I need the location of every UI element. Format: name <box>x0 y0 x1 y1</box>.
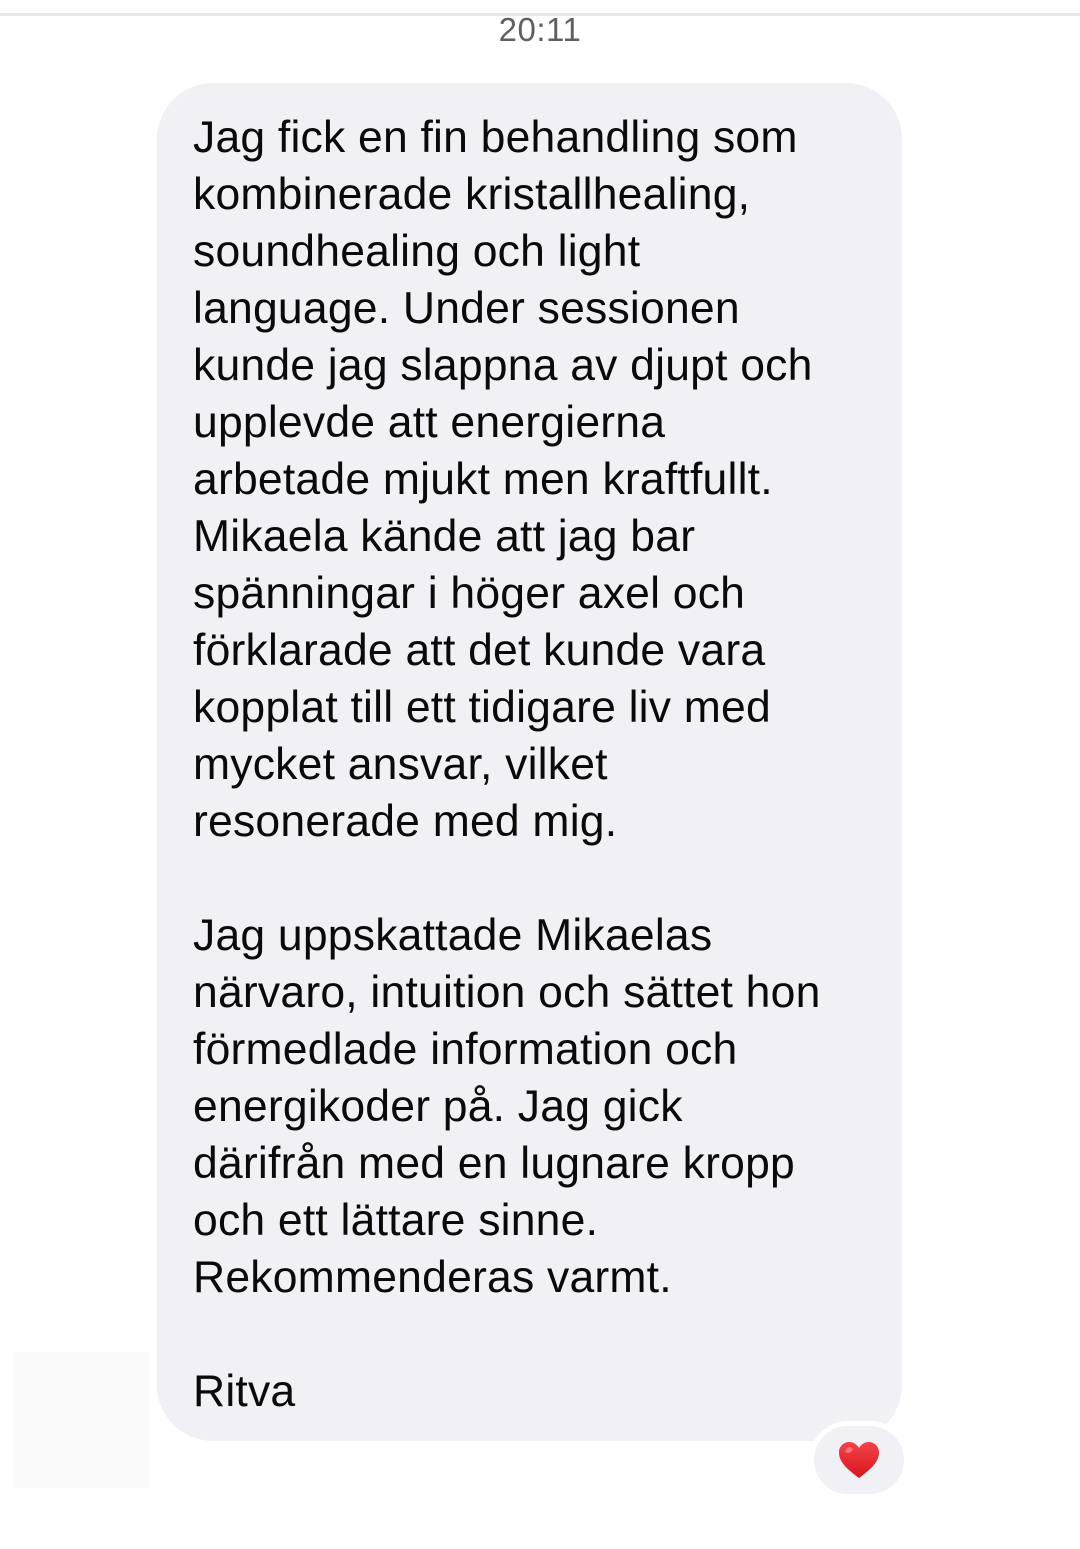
reaction-badge[interactable] <box>809 1421 909 1499</box>
message-text: Jag fick en fin behandling som kombinerade kristallhealing, soundhealing och light language. Under sessionen kunde jag slappna av djupt och upplevde att energierna arbetade mjukt men kraftfullt. Mikaela kände att jag bar spänningar i höger axel och förklarade att det kunde vara kopplat till ett tidigare liv med mycket ansvar, vilket resonerade med mig. Jag uppskattade Mikaelas närvaro, intuition och sättet hon förmedlade information och energikoder på. Jag gick därifrån med en lugnare kropp och ett lättare sinne. Rekommenderas varmt. Ritva <box>193 113 821 1416</box>
message-bubble[interactable] <box>157 83 902 1441</box>
message-timestamp: 20:11 <box>498 11 582 48</box>
sender-avatar-placeholder <box>14 1352 150 1488</box>
red-heart-icon <box>837 1440 881 1480</box>
